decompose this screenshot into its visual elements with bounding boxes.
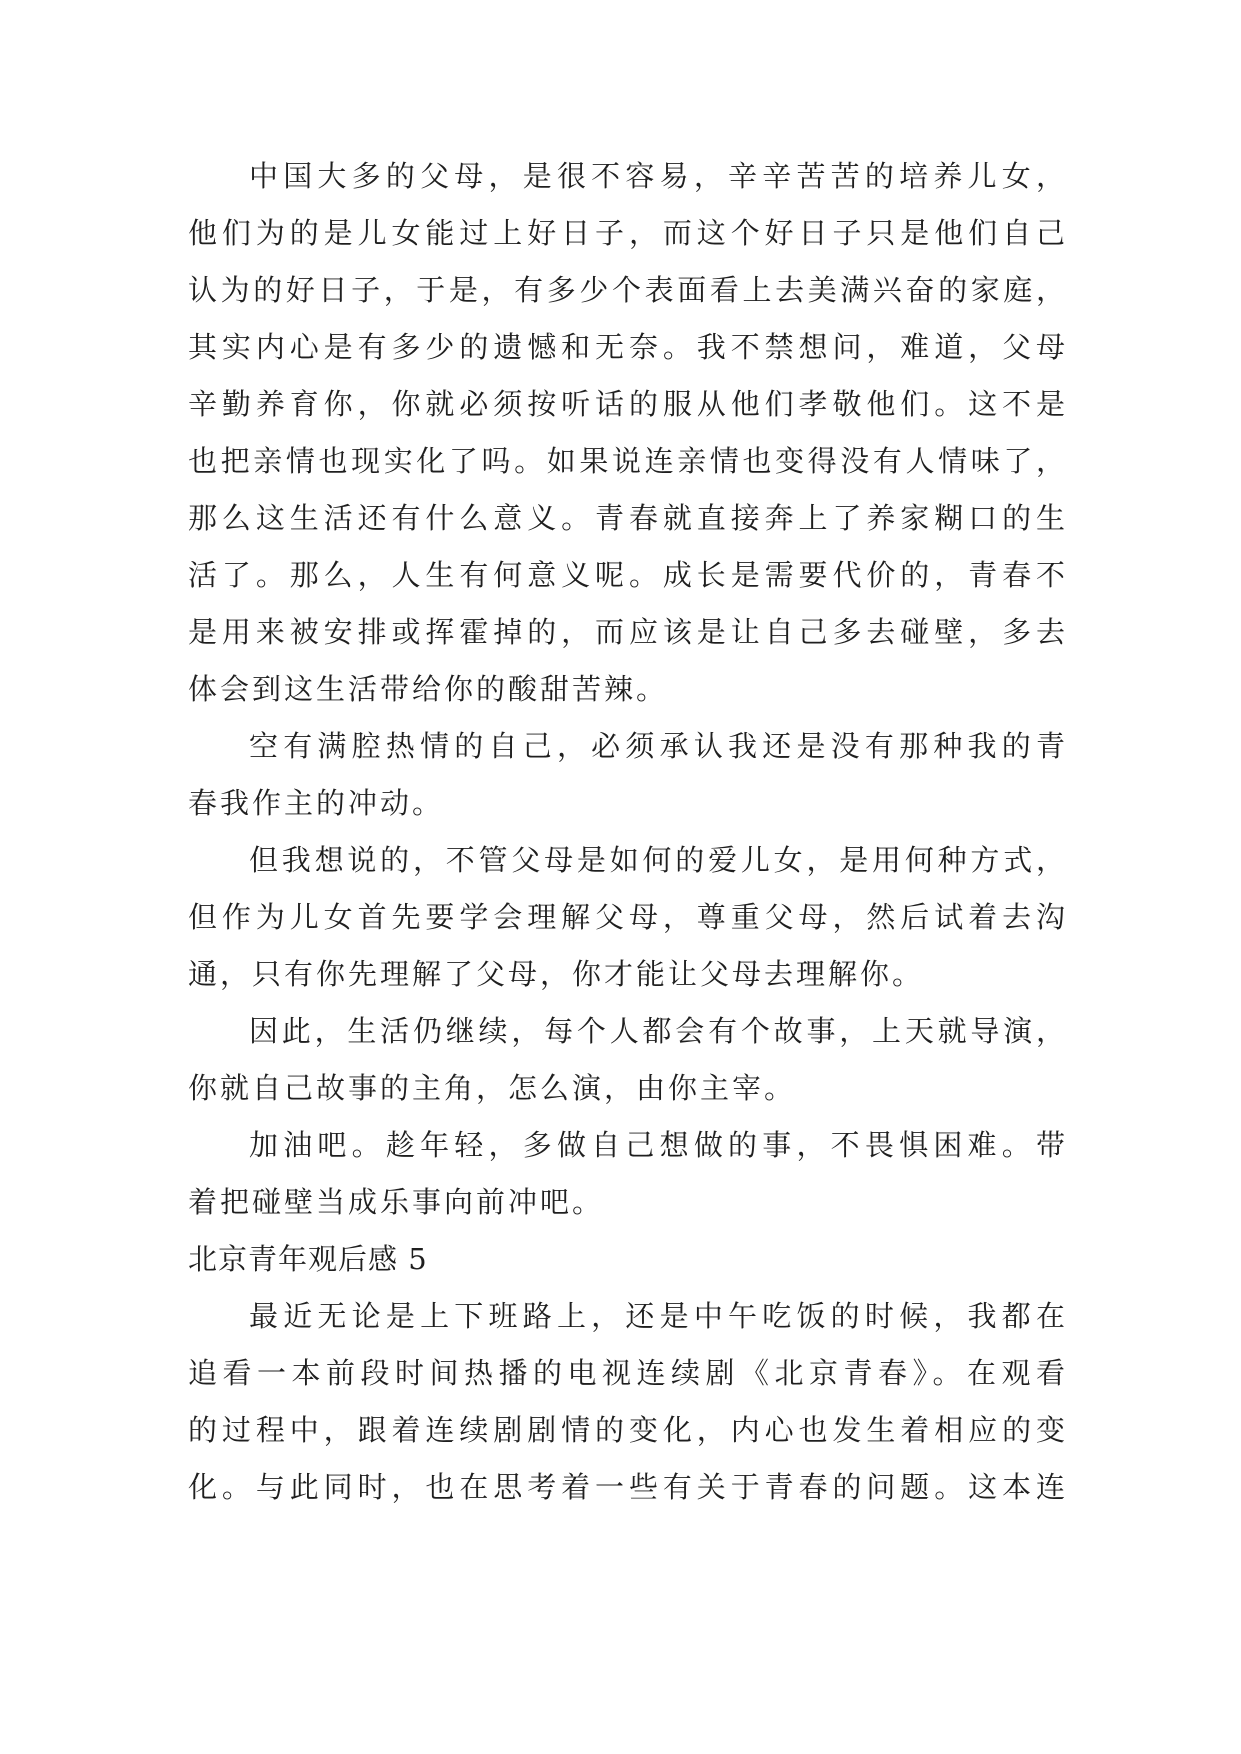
document-page (188, 148, 1068, 1516)
text-line: 最近无论是上下班路上，还是中午吃饭的时候，我都在 (249, 1299, 1068, 1333)
paragraph-4 (188, 1003, 1068, 1117)
text-line: 但我想说的，不管父母是如何的爱儿女，是用何种方式， (249, 843, 1068, 877)
text-line: 空有满腔热情的自己，必须承认我还是没有那种我的青 (249, 729, 1068, 763)
text-line: 春我作主的冲动。 (188, 786, 445, 820)
text-line: 他们为的是儿女能过上好日子，而这个好日子只是他们自己 (188, 216, 1068, 250)
text-line: 也把亲情也现实化了吗。如果说连亲情也变得没有人情味了， (188, 444, 1068, 478)
paragraph-1 (188, 148, 1068, 718)
paragraph-6 (188, 1288, 1068, 1516)
text-line: 那么这生活还有什么意义。青春就直接奔上了养家糊口的生 (188, 501, 1068, 535)
paragraph-5 (188, 1117, 1068, 1231)
text-line: 化。与此同时，也在思考着一些有关于青春的问题。这本连 (188, 1470, 1068, 1504)
text-line: 活了。那么，人生有何意义呢。成长是需要代价的，青春不 (188, 558, 1068, 592)
text-line: 体会到这生活带给你的酸甜苦辣。 (188, 672, 669, 706)
text-line: 通，只有你先理解了父母，你才能让父母去理解你。 (188, 957, 925, 991)
text-line: 其实内心是有多少的遗憾和无奈。我不禁想问，难道，父母 (188, 330, 1068, 364)
text-line: 追看一本前段时间热播的电视连续剧《北京青春》。在观看 (188, 1356, 1068, 1390)
text-line: 因此，生活仍继续，每个人都会有个故事，上天就导演， (249, 1014, 1068, 1048)
paragraph-3 (188, 832, 1068, 1003)
text-line: 着把碰壁当成乐事向前冲吧。 (188, 1185, 605, 1219)
paragraph-2 (188, 718, 1068, 832)
section-heading: 北京青年观后感 5 (188, 1242, 428, 1276)
text-line: 中国大多的父母，是很不容易，辛辛苦苦的培养儿女， (249, 159, 1068, 193)
text-line: 认为的好日子，于是，有多少个表面看上去美满兴奋的家庭， (188, 273, 1068, 307)
text-line: 的过程中，跟着连续剧剧情的变化，内心也发生着相应的变 (188, 1413, 1068, 1447)
text-line: 辛勤养育你，你就必须按听话的服从他们孝敬他们。这不是 (188, 387, 1068, 421)
text-line: 加油吧。趁年轻，多做自己想做的事，不畏惧困难。带 (249, 1128, 1068, 1162)
text-line: 你就自己故事的主角，怎么演，由你主宰。 (188, 1071, 797, 1105)
text-line: 是用来被安排或挥霍掉的，而应该是让自己多去碰壁，多去 (188, 615, 1068, 649)
text-line: 但作为儿女首先要学会理解父母，尊重父母，然后试着去沟 (188, 900, 1068, 934)
